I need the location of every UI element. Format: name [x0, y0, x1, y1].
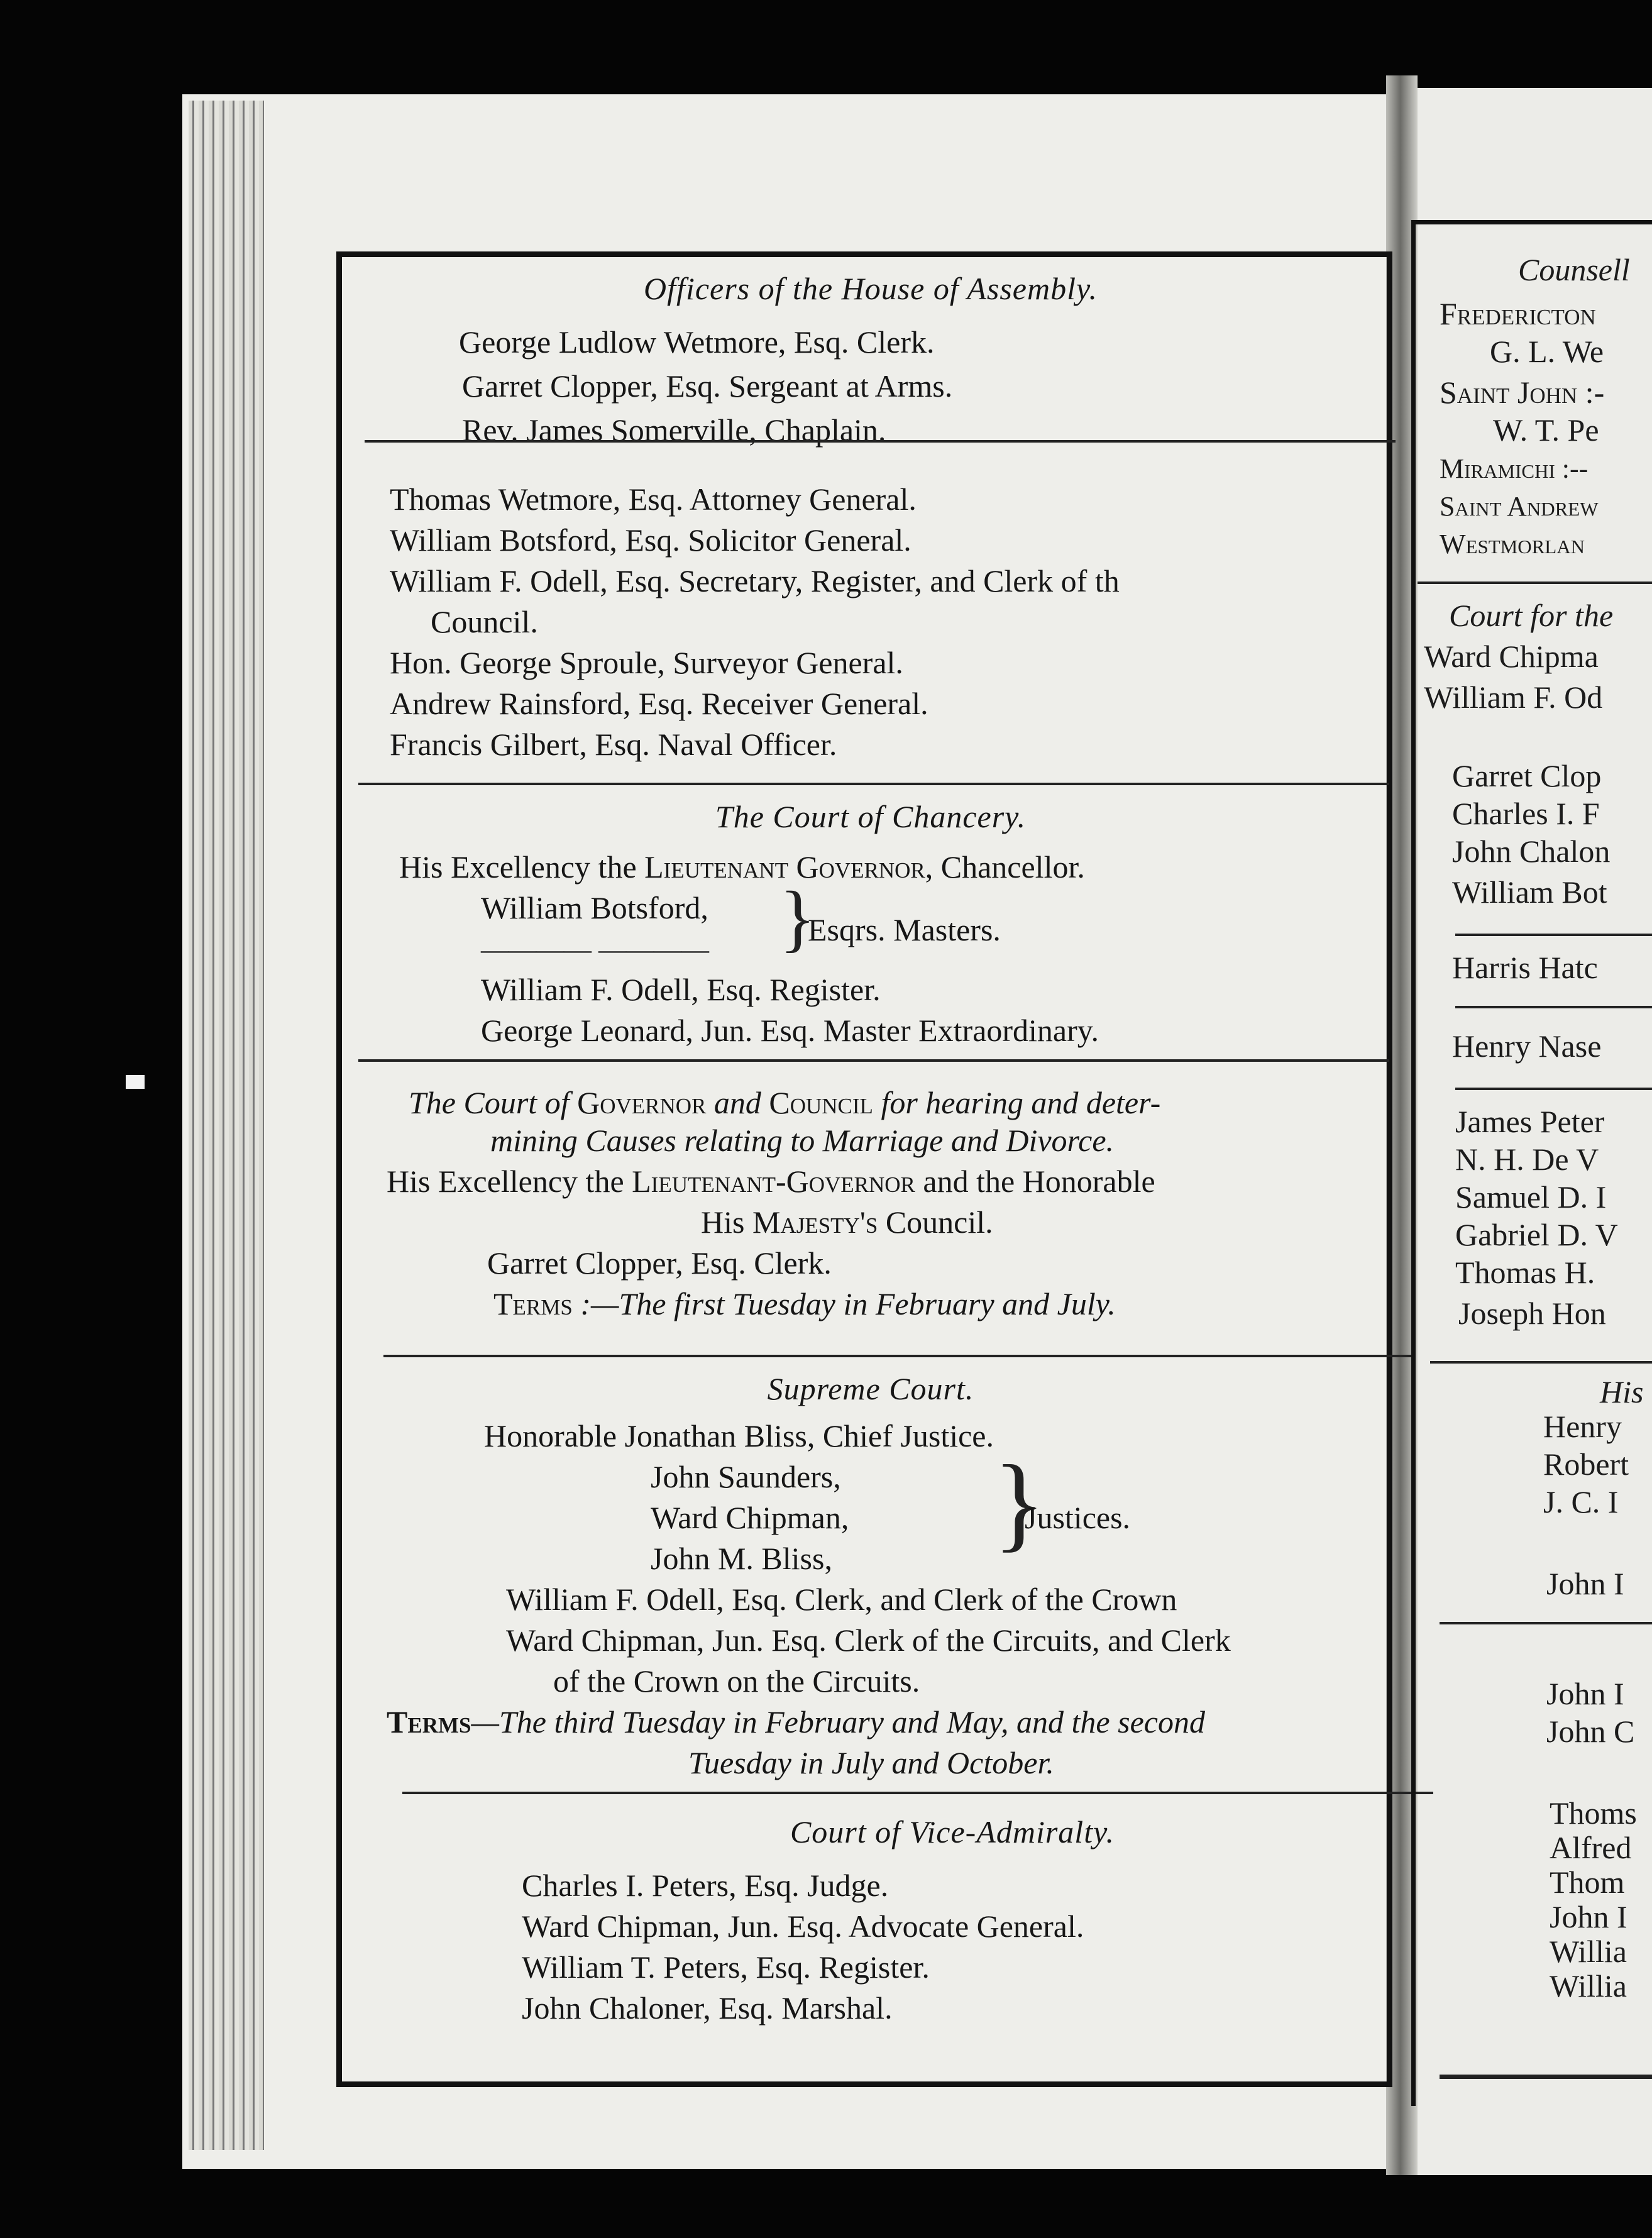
right-divider — [1440, 2075, 1652, 2079]
vice-admiralty-heading: Court of Vice-Admiralty. — [790, 1814, 1115, 1849]
officer-line: Francis Gilbert, Esq. Naval Officer. — [390, 727, 837, 762]
chancellor-pre: His Excellency the — [399, 849, 645, 885]
gc-line1 — [387, 1163, 1155, 1199]
right-divider — [1418, 582, 1652, 584]
justices-label: Justices. — [1025, 1500, 1131, 1535]
right-line: John Chalon — [1452, 834, 1611, 869]
right-line: Westmorlan — [1440, 529, 1585, 560]
right-line: William Bot — [1452, 874, 1607, 910]
officer-line: Council. — [431, 604, 538, 639]
officer-line: Andrew Rainsford, Esq. Receiver General. — [390, 686, 928, 721]
justice-line: John Saunders, — [651, 1459, 841, 1494]
officer-line: William Botsford, Esq. Solicitor General. — [390, 522, 911, 558]
right-line: John I — [1546, 1566, 1624, 1601]
section-divider — [383, 1355, 1414, 1357]
gc-line2 — [701, 1204, 993, 1240]
right-line: Court for the — [1449, 598, 1614, 633]
right-line: John I — [1550, 1899, 1627, 1934]
document-body — [352, 267, 1389, 2078]
gc-line1-pre: His Excellency the — [387, 1164, 632, 1199]
right-line: Willia — [1550, 1968, 1627, 2004]
gc-terms-label: Terms — [493, 1286, 573, 1321]
right-line: Fredericton — [1440, 296, 1596, 331]
master-line: William Botsford, — [481, 890, 708, 925]
right-frame-left — [1411, 220, 1416, 2106]
assembly-line: Garret Clopper, Esq. Sergeant at Arms. — [462, 368, 953, 404]
gc-line2-pre: His — [701, 1204, 752, 1240]
right-line: Alfred — [1550, 1830, 1632, 1865]
right-line: Willia — [1550, 1934, 1627, 1969]
vice-admiralty-line: William T. Peters, Esq. Register. — [522, 1949, 930, 1985]
right-line: Harris Hatc — [1452, 950, 1598, 985]
chancellor-post: , Chancellor. — [925, 849, 1085, 885]
gc-line2-post: Council. — [878, 1204, 993, 1240]
right-frame-top — [1411, 220, 1652, 224]
supreme-heading: Supreme Court. — [767, 1371, 974, 1406]
right-line: Thoms — [1550, 1795, 1637, 1831]
gc-heading-pre: The Court of — [409, 1085, 578, 1120]
officer-line: William F. Odell, Esq. Secretary, Register, and Clerk of th — [390, 563, 1120, 598]
right-line: W. T. Pe — [1493, 412, 1599, 448]
register-line: William F. Odell, Esq. Register. — [481, 972, 881, 1007]
assembly-heading: Officers of the House of Assembly. — [644, 271, 1098, 306]
chancellor-title: Lieutenant Governor — [644, 849, 925, 885]
gc-line1-post: and the Honorable — [915, 1164, 1155, 1199]
right-line: Henry — [1543, 1409, 1622, 1444]
right-line: Charles I. F — [1452, 796, 1600, 831]
right-line: G. L. We — [1490, 334, 1604, 369]
right-divider — [1440, 1622, 1652, 1624]
gc-heading-mid: and — [706, 1085, 769, 1120]
gc-line2-title: Majesty's — [752, 1204, 878, 1240]
right-line: John I — [1546, 1676, 1624, 1711]
right-line: Gabriel D. V — [1455, 1217, 1618, 1252]
justices-brace: } — [993, 1443, 1045, 1562]
supreme-terms-label: Terms — [387, 1704, 471, 1739]
gc-heading-governor: Governor — [577, 1085, 707, 1120]
right-line: Thomas H. — [1455, 1255, 1595, 1290]
right-line: Saint Andrew — [1440, 491, 1599, 522]
masters-brace: } — [779, 876, 816, 959]
chancellor-line — [399, 849, 1085, 885]
right-line: John C — [1546, 1714, 1635, 1749]
gc-heading-council: Council — [769, 1085, 873, 1120]
right-line: Samuel D. I — [1455, 1179, 1607, 1215]
gc-clerk: Garret Clopper, Esq. Clerk. — [487, 1245, 832, 1281]
right-divider — [1455, 1088, 1652, 1090]
section-divider — [365, 440, 1396, 443]
supreme-terms-text: —The third Tuesday in February and May, and the second — [471, 1704, 1205, 1739]
vice-admiralty-line: Charles I. Peters, Esq. Judge. — [522, 1868, 889, 1903]
right-divider — [1455, 934, 1652, 936]
section-divider — [358, 783, 1389, 785]
right-divider — [1455, 1006, 1652, 1008]
section-divider — [402, 1792, 1433, 1794]
margin-speck — [126, 1075, 145, 1089]
officer-line: Thomas Wetmore, Esq. Attorney General. — [390, 482, 917, 517]
masters-label: Esqrs. Masters. — [808, 912, 1001, 947]
right-line: Ward Chipma — [1424, 639, 1599, 674]
right-line: James Peter — [1455, 1104, 1605, 1139]
right-line: William F. Od — [1424, 680, 1603, 715]
gc-heading-post: for hearing and deter- — [873, 1085, 1161, 1120]
right-line: J. C. I — [1543, 1484, 1619, 1519]
right-line: Saint John :- — [1440, 375, 1605, 410]
vice-admiralty-line: Ward Chipman, Jun. Esq. Advocate General. — [522, 1909, 1084, 1944]
supreme-terms-cont: Tuesday in July and October. — [688, 1745, 1054, 1780]
extraordinary-line: George Leonard, Jun. Esq. Master Extraordinary. — [481, 1013, 1099, 1048]
officer-line: Hon. George Sproule, Surveyor General. — [390, 645, 903, 680]
chancery-heading: The Court of Chancery. — [715, 799, 1027, 834]
vice-admiralty-line: John Chaloner, Esq. Marshal. — [522, 1990, 893, 2026]
gc-heading-line2: mining Causes relating to Marriage and Divorce. — [490, 1123, 1115, 1158]
justice-line: Ward Chipman, — [651, 1500, 849, 1535]
chief-justice: Honorable Jonathan Bliss, Chief Justice. — [484, 1418, 994, 1453]
right-divider — [1430, 1361, 1652, 1364]
right-line: Henry Nase — [1452, 1028, 1602, 1064]
gc-terms — [493, 1286, 1116, 1322]
justice-line: John M. Bliss, — [651, 1541, 832, 1576]
supreme-clerk1: William F. Odell, Esq. Clerk, and Clerk of the Crown — [506, 1582, 1177, 1617]
supreme-terms — [387, 1704, 1205, 1740]
right-line: Robert — [1543, 1447, 1629, 1482]
section-divider — [358, 1059, 1389, 1062]
gc-heading-line1 — [409, 1084, 1160, 1121]
right-line: His — [1600, 1374, 1644, 1409]
gc-terms-text: :—The first Tuesday in February and July. — [580, 1286, 1116, 1321]
right-line: Miramichi :-- — [1440, 453, 1589, 484]
assembly-line: Rev. James Somerville, Chaplain. — [462, 412, 886, 448]
right-line: N. H. De V — [1455, 1142, 1599, 1177]
right-line: Joseph Hon — [1458, 1296, 1606, 1331]
master-blank-line: ———— ———— — [481, 934, 709, 965]
right-line: Garret Clop — [1452, 758, 1602, 793]
page-edges — [189, 101, 264, 2150]
supreme-clerk2: Ward Chipman, Jun. Esq. Clerk of the Circuits, and Clerk — [506, 1623, 1231, 1658]
assembly-line: George Ludlow Wetmore, Esq. Clerk. — [459, 324, 935, 360]
supreme-clerk2-cont: of the Crown on the Circuits. — [553, 1663, 920, 1699]
right-line: Counsell — [1518, 252, 1630, 287]
gc-line1-title: Lieutenant-Governor — [632, 1164, 915, 1199]
right-line: Thom — [1550, 1865, 1625, 1900]
